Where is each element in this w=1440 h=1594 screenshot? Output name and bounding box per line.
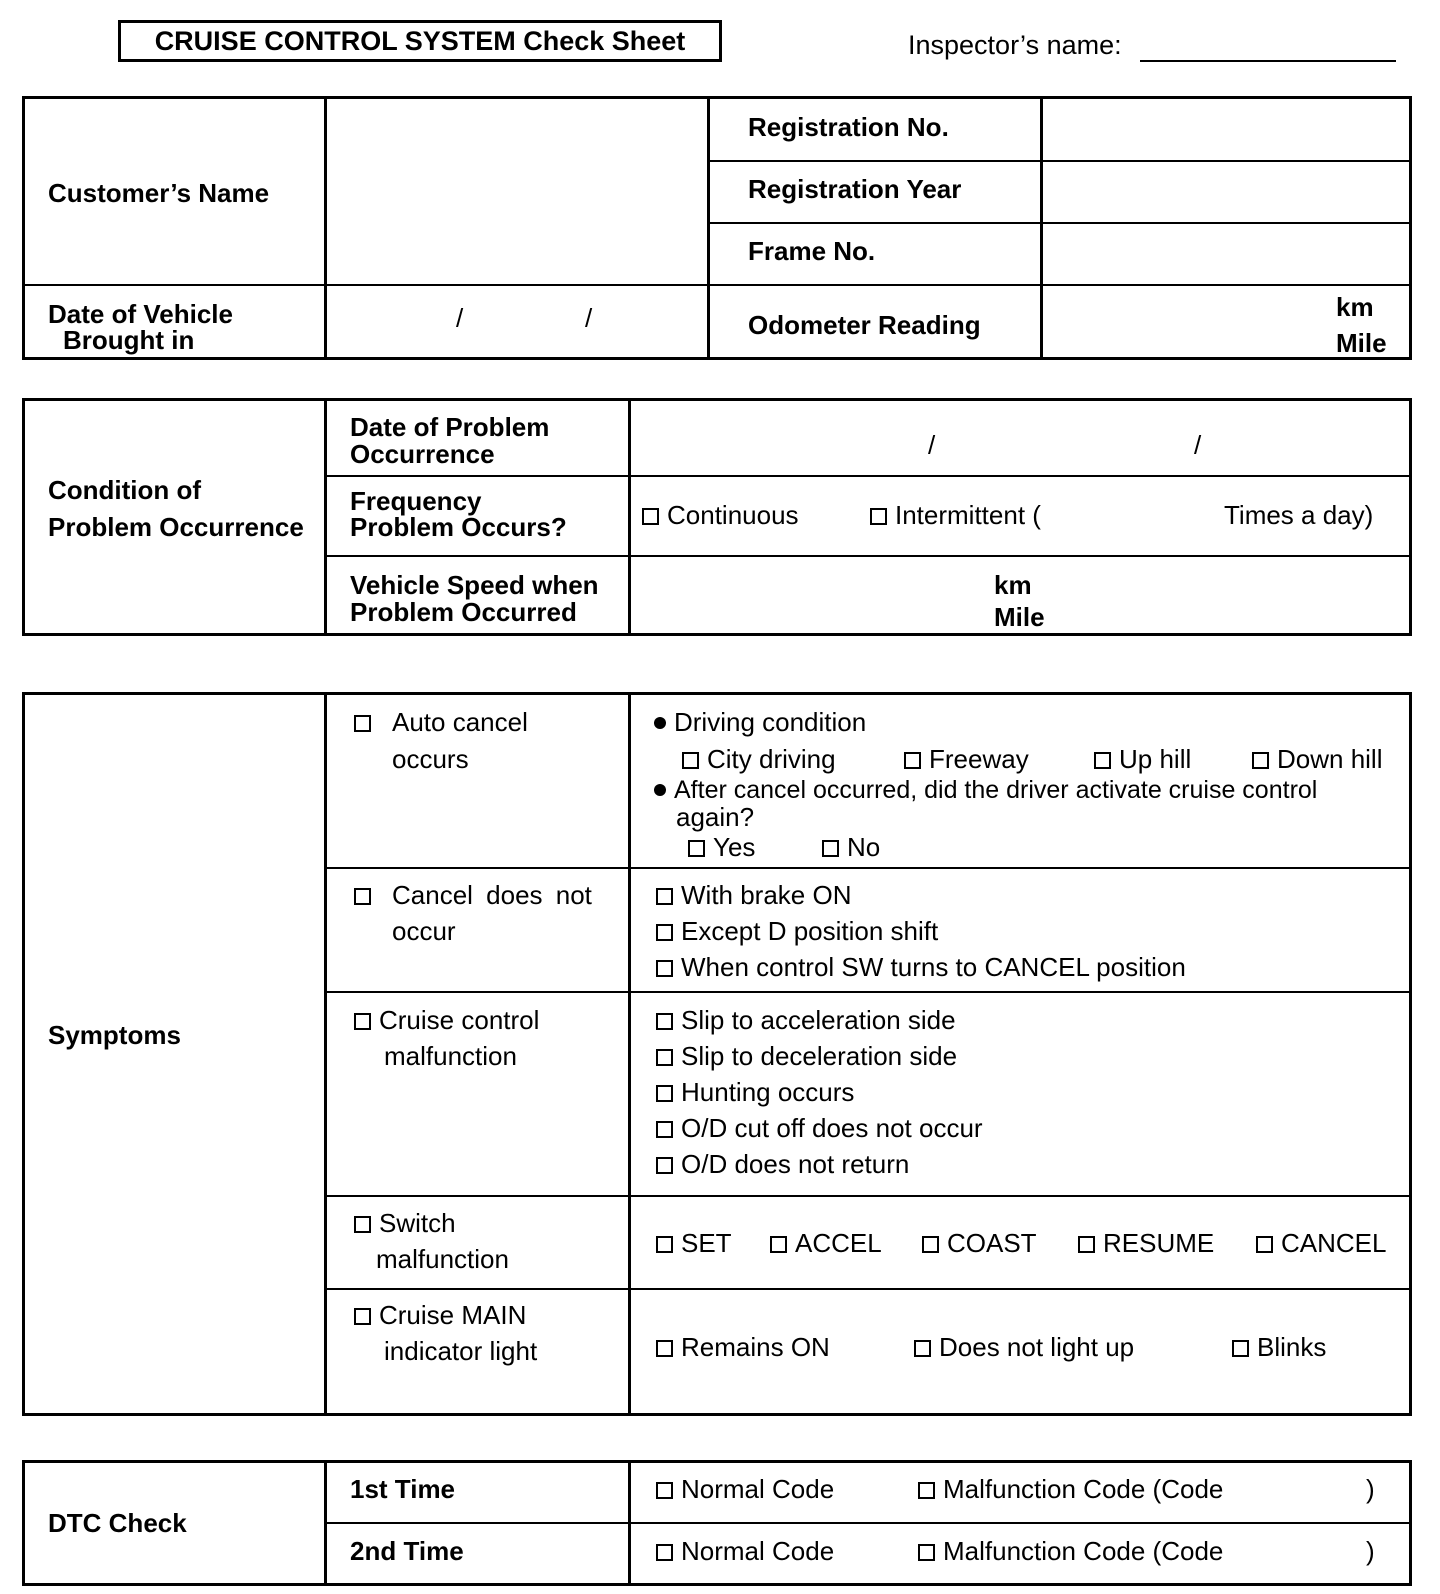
second-normal-code-option[interactable]: Normal Code xyxy=(656,1536,834,1566)
inspector-name-field[interactable] xyxy=(1140,60,1396,62)
not-light-up-option[interactable]: Does not light up xyxy=(914,1332,1134,1362)
condition-label-line2: Problem Occurrence xyxy=(48,512,304,542)
except-d-option[interactable]: Except D position shift xyxy=(656,916,938,946)
frequency-label-line2: Problem Occurs? xyxy=(350,512,567,542)
driving-condition-heading: Driving condition xyxy=(654,707,866,737)
continuous-option[interactable]: Continuous xyxy=(642,500,799,530)
frame-no-label: Frame No. xyxy=(748,236,876,266)
date-brought-slash-2: / xyxy=(585,303,593,333)
yes-option[interactable]: Yes xyxy=(688,832,755,862)
auto-cancel-label-line1: Auto cancel xyxy=(392,707,528,737)
customer-name-label: Customer’s Name xyxy=(48,178,270,208)
first-malfunction-code-option[interactable]: Malfunction Code (Code xyxy=(918,1474,1223,1504)
down-hill-option[interactable]: Down hill xyxy=(1252,744,1383,774)
checkbox-icon[interactable] xyxy=(656,1157,673,1174)
main-indicator-label-line2: indicator light xyxy=(384,1336,538,1366)
times-a-day-label: Times a day) xyxy=(1224,500,1374,530)
odometer-mile-unit: Mile xyxy=(1336,328,1387,358)
slip-accel-option[interactable]: Slip to acceleration side xyxy=(656,1005,956,1035)
registration-year-label: Registration Year xyxy=(748,174,962,204)
second-close-paren: ) xyxy=(1366,1536,1375,1566)
speed-km-unit: km xyxy=(994,570,1032,600)
slip-decel-option[interactable]: Slip to deceleration side xyxy=(656,1041,957,1071)
checkbox-icon[interactable] xyxy=(354,1013,371,1030)
checkbox-icon[interactable] xyxy=(870,508,887,525)
resume-option[interactable]: RESUME xyxy=(1078,1228,1214,1258)
speed-label-line2: Problem Occurred xyxy=(350,597,577,627)
up-hill-option[interactable]: Up hill xyxy=(1094,744,1191,774)
cancel-not-occur-label-line2: occur xyxy=(392,916,456,946)
with-brake-on-option[interactable]: With brake ON xyxy=(656,880,852,910)
checkbox-icon[interactable] xyxy=(656,1340,673,1357)
checkbox-icon[interactable] xyxy=(918,1482,935,1499)
checkbox-icon[interactable] xyxy=(354,715,371,732)
coast-option[interactable]: COAST xyxy=(922,1228,1037,1258)
registration-year-field[interactable] xyxy=(1046,164,1406,218)
after-cancel-question-line2: again? xyxy=(676,802,755,832)
intermittent-option[interactable]: Intermittent ( xyxy=(870,500,1041,530)
frequency-label-line1: Frequency xyxy=(350,486,482,516)
checkbox-icon[interactable] xyxy=(1078,1236,1095,1253)
date-brought-label-line2: Brought in xyxy=(63,325,195,355)
dtc-second-label: 2nd Time xyxy=(350,1536,464,1566)
no-option[interactable]: No xyxy=(822,832,880,862)
checkbox-icon[interactable] xyxy=(1252,752,1269,769)
checkbox-icon[interactable] xyxy=(904,752,921,769)
checkbox-icon[interactable] xyxy=(656,888,673,905)
switch-malfunction-option[interactable]: Switch xyxy=(354,1208,456,1238)
checkbox-icon[interactable] xyxy=(1256,1236,1273,1253)
date-problem-label-line2: Occurrence xyxy=(350,439,495,469)
od-cutoff-option[interactable]: O/D cut off does not occur xyxy=(656,1113,983,1143)
cancel-not-occur-option[interactable] xyxy=(354,880,379,910)
first-close-paren: ) xyxy=(1366,1474,1375,1504)
checkbox-icon[interactable] xyxy=(354,888,371,905)
checkbox-icon[interactable] xyxy=(918,1544,935,1561)
hunting-option[interactable]: Hunting occurs xyxy=(656,1077,854,1107)
dtc-label: DTC Check xyxy=(48,1508,187,1538)
checkbox-icon[interactable] xyxy=(656,1236,673,1253)
switch-malfunction-label-line2: malfunction xyxy=(376,1244,509,1274)
condition-label-line1: Condition of xyxy=(48,475,202,505)
checkbox-icon[interactable] xyxy=(656,1085,673,1102)
checkbox-icon[interactable] xyxy=(656,1482,673,1499)
sheet-title: CRUISE CONTROL SYSTEM Check Sheet xyxy=(118,20,722,62)
checkbox-icon[interactable] xyxy=(822,840,839,857)
checkbox-icon[interactable] xyxy=(688,840,705,857)
date-problem-label-line1: Date of Problem xyxy=(350,412,550,442)
city-driving-option[interactable]: City driving xyxy=(682,744,836,774)
first-normal-code-option[interactable]: Normal Code xyxy=(656,1474,834,1504)
frame-no-field[interactable] xyxy=(1046,226,1406,280)
checkbox-icon[interactable] xyxy=(914,1340,931,1357)
cancel-not-occur-label-line1: Cancel does not xyxy=(392,880,592,910)
registration-no-field[interactable] xyxy=(1046,100,1406,156)
date-brought-label-line1: Date of Vehicle xyxy=(48,299,233,329)
registration-no-label: Registration No. xyxy=(748,112,949,142)
checkbox-icon[interactable] xyxy=(656,1013,673,1030)
checkbox-icon[interactable] xyxy=(770,1236,787,1253)
second-malfunction-code-option[interactable]: Malfunction Code (Code xyxy=(918,1536,1223,1566)
checkbox-icon[interactable] xyxy=(354,1216,371,1233)
speed-mile-unit: Mile xyxy=(994,602,1045,632)
checkbox-icon[interactable] xyxy=(922,1236,939,1253)
checkbox-icon[interactable] xyxy=(1094,752,1111,769)
auto-cancel-option[interactable] xyxy=(354,707,379,737)
inspector-label: Inspector’s name: xyxy=(908,30,1122,60)
cc-malfunction-option[interactable]: Cruise control xyxy=(354,1005,539,1035)
speed-label-line1: Vehicle Speed when xyxy=(350,570,599,600)
when-control-sw-option[interactable]: When control SW turns to CANCEL position xyxy=(656,952,1186,982)
bullet-icon xyxy=(654,717,666,729)
customer-name-field[interactable] xyxy=(330,100,702,280)
dtc-first-label: 1st Time xyxy=(350,1474,456,1504)
checkbox-icon[interactable] xyxy=(656,960,673,977)
checkbox-icon[interactable] xyxy=(656,1544,673,1561)
date-brought-slash-1: / xyxy=(456,303,464,333)
remains-on-option[interactable]: Remains ON xyxy=(656,1332,830,1362)
symptoms-label: Symptoms xyxy=(48,1020,181,1050)
odometer-label: Odometer Reading xyxy=(748,310,981,340)
main-indicator-option[interactable]: Cruise MAIN xyxy=(354,1300,526,1330)
set-option[interactable]: SET xyxy=(656,1228,732,1258)
checkbox-icon[interactable] xyxy=(1232,1340,1249,1357)
cancel-option[interactable]: CANCEL xyxy=(1256,1228,1386,1258)
checkbox-icon[interactable] xyxy=(642,508,659,525)
freeway-option[interactable]: Freeway xyxy=(904,744,1029,774)
checkbox-icon[interactable] xyxy=(656,1049,673,1066)
checkbox-icon[interactable] xyxy=(682,752,699,769)
checkbox-icon[interactable] xyxy=(354,1308,371,1325)
bullet-icon xyxy=(654,784,666,796)
accel-option[interactable]: ACCEL xyxy=(770,1228,882,1258)
date-problem-slash-2: / xyxy=(1194,430,1202,460)
checkbox-icon[interactable] xyxy=(656,1121,673,1138)
auto-cancel-label-line2: occurs xyxy=(392,744,469,774)
after-cancel-question: After cancel occurred, did the driver activate cruise control xyxy=(654,775,1317,805)
odometer-km-unit: km xyxy=(1336,292,1374,322)
cc-malfunction-label-line2: malfunction xyxy=(384,1041,517,1071)
od-return-option[interactable]: O/D does not return xyxy=(656,1149,909,1179)
checkbox-icon[interactable] xyxy=(656,924,673,941)
blinks-option[interactable]: Blinks xyxy=(1232,1332,1326,1362)
date-problem-slash-1: / xyxy=(928,430,936,460)
